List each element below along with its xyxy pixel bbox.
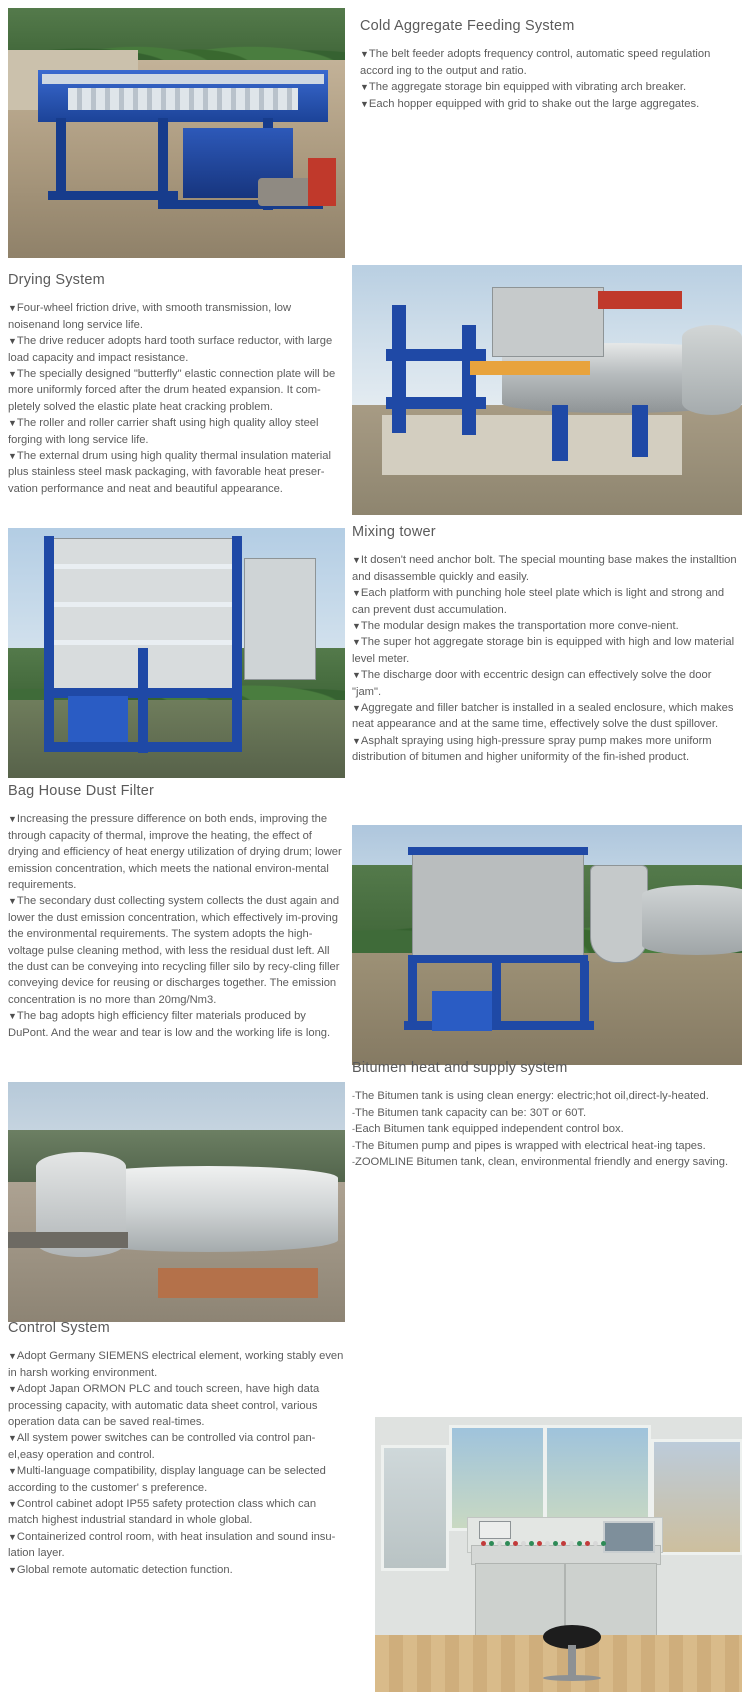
list-item <box>8 1529 345 1562</box>
list-item-text: Four-wheel friction drive, with smooth transmission, low noisenand long service life. <box>8 302 292 331</box>
section-bullet-list <box>8 1348 345 1578</box>
control-room-window-right <box>651 1439 742 1555</box>
list-item <box>8 1496 345 1529</box>
section-bullet-list <box>8 300 345 497</box>
list-item <box>8 893 345 1008</box>
bullet-marker: ▼ <box>8 369 17 380</box>
section-bullet-list <box>360 46 742 112</box>
section-title: Mixing tower <box>352 524 436 540</box>
bullet-marker: - <box>352 1107 355 1118</box>
list-item <box>360 79 742 95</box>
bullet-marker: ▼ <box>8 1564 17 1575</box>
list-item <box>352 1138 742 1154</box>
section-text-cold-aggregate-feeding-system <box>360 18 742 112</box>
section-bullet-list <box>352 552 742 765</box>
list-item <box>8 1430 345 1463</box>
list-item <box>352 552 742 585</box>
bullet-marker: - <box>352 1140 355 1151</box>
section-title: Cold Aggregate Feeding System <box>360 18 575 34</box>
indicator-button-row-upper[interactable] <box>481 1541 606 1546</box>
list-item <box>8 1562 345 1578</box>
list-item-text: The drive reducer adopts hard tooth surface reductor, with large load capacity and impact resistance. <box>8 335 333 364</box>
list-item-text: The secondary dust collecting system collects the dust again and lower the dust emission concentration, which effectively im-proving the environmental requirements. The system adopts the high-voltage pulse cleaning method, with less the residual dust left. All the dust can be conveying into recycling filler silo by recy-cling filler conveying device for reusing or discharges together. The emission concentration is no more than 20mg/Nm3. <box>8 895 340 1006</box>
list-item <box>352 1088 742 1104</box>
section-text-mixing-tower <box>352 524 742 766</box>
list-item-text: Increasing the pressure difference on both ends, improving the through capacity of thermal, improve the heating, the effect of drying and efficiency of heat energy utilization of drying drum; lower emission concentration, which meets the national environ-mental requirements. <box>8 813 342 892</box>
list-item <box>360 96 742 112</box>
photo-bitumen-heat-and-supply-system <box>8 1082 345 1322</box>
bullet-marker: ▼ <box>352 703 361 714</box>
list-item-text: ZOOMLINE Bitumen tank, clean, environmental friendly and energy saving. <box>355 1156 729 1169</box>
list-item <box>8 1381 345 1430</box>
list-item-text: Asphalt spraying using high-pressure spray pump makes more uniform distribution of bitumen and higher uniformity of the fin-ished product. <box>352 734 712 764</box>
list-item <box>8 448 345 497</box>
list-item-text: Each Bitumen tank equipped independent control box. <box>355 1123 624 1136</box>
list-item-text: The modular design makes the transportation more conve-nient. <box>360 620 679 633</box>
bullet-marker: ▼ <box>8 1499 17 1510</box>
list-item-text: The specially designed "butterfly" elastic connection plate will be more uniformly forced after the drum heated expansion. It com-pletely solved the elastic plate heat cracking problem. <box>8 368 336 413</box>
bullet-marker: ▼ <box>8 1433 17 1444</box>
bullet-marker: ▼ <box>8 1531 17 1542</box>
list-item-text: Adopt Japan ORMON PLC and touch screen, have high data processing capacity, with automatic data sheet control, various operation data can be saved real-times. <box>8 1383 320 1429</box>
bullet-marker: ▼ <box>352 735 361 746</box>
photo-cold-aggregate-feeding-system <box>8 8 345 258</box>
list-item <box>8 1008 345 1041</box>
list-item-text: The Bitumen pump and pipes is wrapped with electrical heat-ing tapes. <box>355 1139 706 1152</box>
list-item-text: The discharge door with eccentric design can effectively solve the door "jam". <box>352 669 712 698</box>
bullet-marker: - <box>352 1091 355 1102</box>
list-item-text: The aggregate storage bin equipped with vibrating arch breaker. <box>368 81 687 94</box>
photo-drying-system <box>352 265 742 515</box>
list-item-text: The super hot aggregate storage bin is equipped with high and low material level meter. <box>352 636 735 665</box>
bullet-marker: - <box>352 1124 355 1135</box>
bullet-marker: ▼ <box>8 303 17 314</box>
bullet-marker: ▼ <box>8 336 17 347</box>
list-item-text: The belt feeder adopts frequency control, automatic speed regulation accord ing to the output and ratio. <box>360 48 711 77</box>
bullet-marker: ▼ <box>352 637 361 648</box>
bullet-marker: ▼ <box>360 49 369 60</box>
list-item-text: The external drum using high quality thermal insulation material plus stainless steel mask packaging, with favorable heat preser-vation performance and neat and beautiful appearance. <box>8 450 331 495</box>
list-item <box>352 1121 742 1137</box>
control-room-window-front <box>449 1425 651 1531</box>
operator-stool-base <box>543 1675 601 1681</box>
list-item-text: Aggregate and filler batcher is installed in a sealed enclosure, which makes neat appearance and at the same time, effectively solve the dust spillover. <box>352 702 734 731</box>
list-item-text: Multi-language compatibility, display language can be selected according to the customer' s preference. <box>8 1465 326 1494</box>
section-title: Drying System <box>8 272 105 288</box>
list-item <box>352 700 742 733</box>
section-title: Bitumen heat and supply system <box>352 1060 568 1076</box>
list-item <box>8 1348 345 1381</box>
list-item <box>352 634 742 667</box>
list-item <box>8 300 345 333</box>
list-item-text: Global remote automatic detection function. <box>16 1563 233 1576</box>
list-item <box>352 618 742 634</box>
bullet-marker: ▼ <box>8 1466 17 1477</box>
list-item-text: Each platform with punching hole steel plate which is light and strong and can prevent dust accumulation. <box>352 587 725 616</box>
touch-screen[interactable] <box>603 1521 655 1553</box>
bullet-marker: ▼ <box>8 896 17 907</box>
bullet-marker: ▼ <box>8 418 17 429</box>
list-item-text: All system power switches can be controlled via control pan-el,easy operation and control. <box>8 1432 316 1461</box>
list-item <box>8 1463 345 1496</box>
bullet-marker: ▼ <box>360 98 369 109</box>
list-item-text: The Bitumen tank capacity can be: 30T or 60T. <box>355 1106 587 1119</box>
bullet-marker: ▼ <box>8 451 17 462</box>
list-item <box>8 415 345 448</box>
section-text-control-system <box>8 1320 345 1578</box>
list-item <box>352 667 742 700</box>
bullet-marker: ▼ <box>352 621 361 632</box>
section-text-drying-system <box>8 272 345 497</box>
list-item-text: It dosen't need anchor bolt. The special mounting base makes the installtion and disassemble quickly and easily. <box>352 554 737 583</box>
photo-control-system <box>375 1417 742 1692</box>
list-item-text: Containerized control room, with heat insulation and sound insu-lation layer. <box>8 1530 336 1560</box>
operator-stool-post <box>568 1645 576 1679</box>
section-title: Control System <box>8 1320 110 1336</box>
bullet-marker: ▼ <box>8 1011 17 1022</box>
list-item-text: Control cabinet adopt IP55 safety protection class which can match highest industrial standard in whole global. <box>8 1498 317 1527</box>
section-text-bag-house-dust-filter <box>8 783 345 1041</box>
list-item <box>352 585 742 618</box>
photo-mixing-tower <box>8 528 345 778</box>
bullet-marker: ▼ <box>8 1384 17 1395</box>
list-item-text: The bag adopts high efficiency filter materials produced by DuPont. And the wear and tear is low and the working life is long. <box>8 1010 331 1039</box>
section-bullet-list <box>8 811 345 1041</box>
photo-bag-house-dust-filter <box>352 825 742 1065</box>
list-item-text: The roller and roller carrier shaft using high quality alloy steel forging with long service life. <box>8 417 319 446</box>
control-keypad[interactable] <box>479 1521 511 1539</box>
list-item <box>352 1154 742 1170</box>
list-item <box>8 366 345 415</box>
bullet-marker: ▼ <box>352 588 361 599</box>
section-title: Bag House Dust Filter <box>8 783 155 799</box>
section-text-bitumen-heat-and-supply-system <box>352 1060 742 1170</box>
list-item-text: Each hopper equipped with grid to shake out the large aggregates. <box>368 97 700 110</box>
control-room-window-left <box>381 1445 449 1571</box>
bullet-marker: ▼ <box>8 814 17 825</box>
bullet-marker: ▼ <box>360 82 369 93</box>
bullet-marker: - <box>352 1157 355 1168</box>
list-item-text: The Bitumen tank is using clean energy: electric;hot oil,direct-ly-heated. <box>355 1090 709 1103</box>
section-bullet-list <box>352 1088 742 1170</box>
list-item <box>8 811 345 893</box>
bullet-marker: ▼ <box>8 1351 17 1362</box>
list-item <box>360 46 742 79</box>
bullet-marker: ▼ <box>352 555 361 566</box>
list-item <box>8 333 345 366</box>
list-item-text: Adopt Germany SIEMENS electrical element, working stably even in harsh working environment. <box>8 1350 344 1379</box>
bullet-marker: ▼ <box>352 670 361 681</box>
list-item <box>352 733 742 766</box>
list-item <box>352 1105 742 1121</box>
